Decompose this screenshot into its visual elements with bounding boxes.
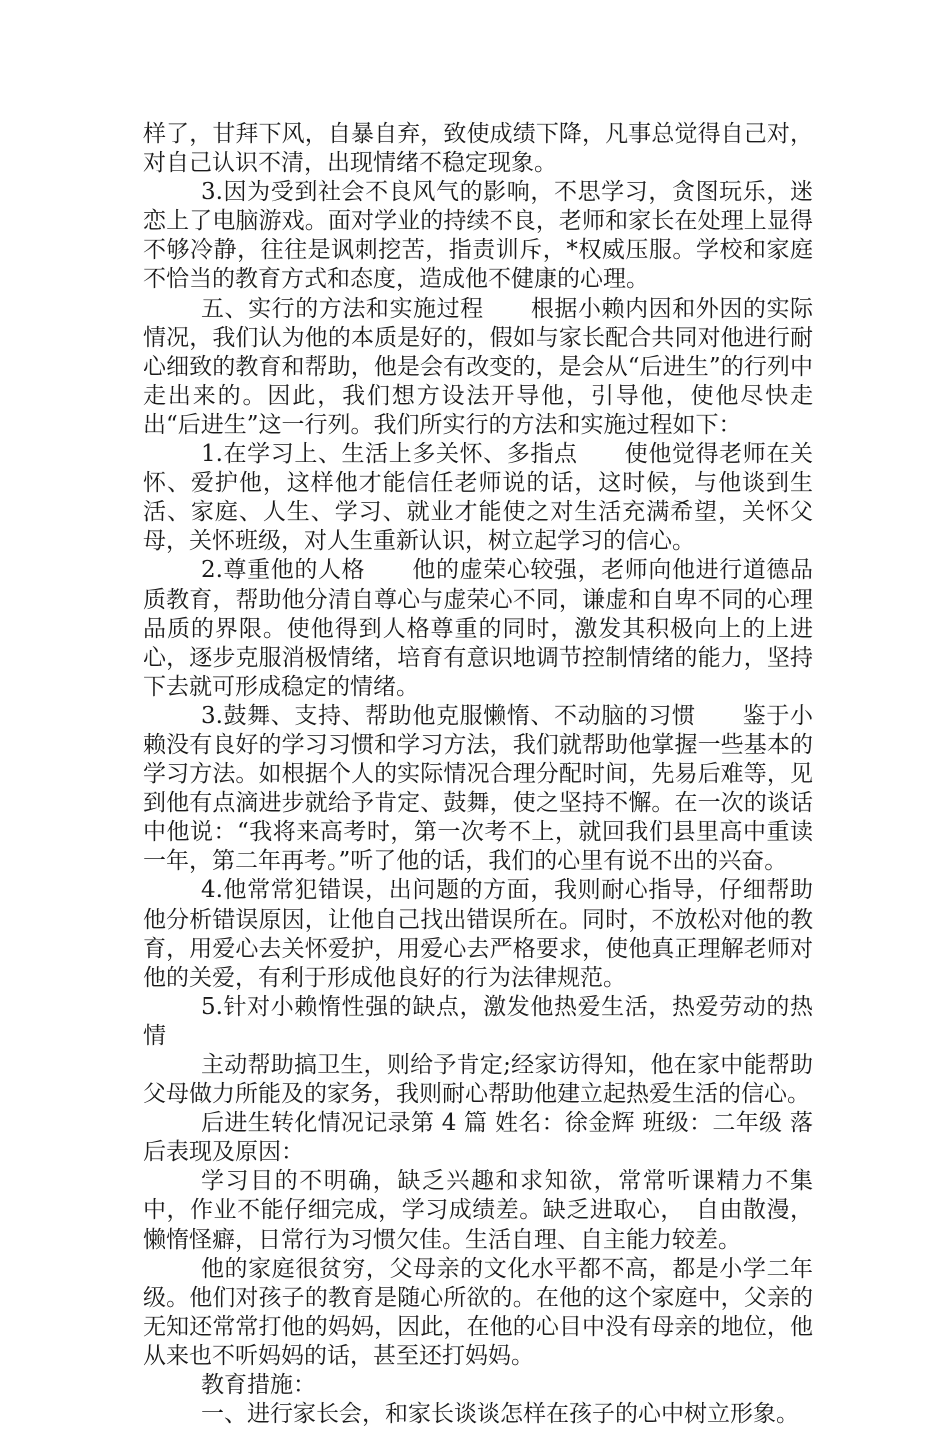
paragraph-method-1: 1.在学习上、生活上多关怀、多指点 使他觉得老师在关怀、爱护他，这样他才能信任老师说的话，这时候，与他谈到生活、家庭、人生、学习、就业才能使之对生活充满希望，关怀父母，关怀班级，对人生重新认识，树立起学习的信心。 — [143, 441, 813, 555]
paragraph-performance: 学习目的不明确，缺乏兴趣和求知欲，常常听课精力不集中，作业不能仔细完成，学习成绩差。缺乏进取心， 自由散漫，懒惰怪癖，日常行为习惯欠佳。生活自理、自主能力较差。 — [143, 1168, 813, 1253]
paragraph-section-5: 五、实行的方法和实施过程 根据小赖内因和外因的实际情况，我们认为他的本质是好的，假如与家长配合共同对他进行耐心细致的教育和帮助，他是会有改变的，是会从“后进生”的行列中走出来的。因此，我们想方设法开导他，引导他，使他尽快走出“后进生”这一行列。我们所实行的方法和实施过程如下： — [143, 295, 813, 438]
paragraph-record-header: 后进生转化情况记录第 4 篇 姓名：徐金辉 班级：二年级 落后表现及原因： — [143, 1110, 813, 1166]
paragraph-method-4: 4.他常常犯错误，出问题的方面，我则耐心指导，仔细帮助他分析错误原因，让他自己找出错误所在。同时，不放松对他的教育，用爱心去关怀爱护，用爱心去严格要求，使他真正理解老师对他的关爱，有利于形成他良好的行为法律规范。 — [143, 877, 813, 991]
paragraph-measure-1: 一、进行家长会，和家长谈谈怎样在孩子的心中树立形象。 — [201, 1401, 799, 1428]
paragraph-measures-heading: 教育措施： — [201, 1372, 316, 1399]
paragraph-method-5-cont: 主动帮助搞卫生，则给予肯定;经家访得知，他在家中能帮助父母做力所能及的家务，我则耐心帮助他建立起热爱生活的信心。 — [143, 1052, 813, 1108]
paragraph-method-3: 3.鼓舞、支持、帮助他克服懒惰、不动脑的习惯 鉴于小赖没有良好的学习习惯和学习方法，我们就帮助他掌握一些基本的学习方法。如根据个人的实际情况合理分配时间，先易后难等，见到他有点滴进步就给予肯定、鼓舞，使之坚持不懈。在一次的谈话中他说：“我将来高考时，第一次考不上，就回我们县里高中重读一年，第二年再考。”听了他的话，我们的心里有说不出的兴奋。 — [143, 702, 813, 875]
paragraph-cause-3: 3.因为受到社会不良风气的影响，不思学习，贪图玩乐，迷恋上了电脑游戏。面对学业的持续不良，老师和家长在处理上显得不够冷静，往往是讽刺挖苦，指责训斥，*权威压服。学校和家庭不恰当的教育方式和态度，造成他不健康的心理。 — [143, 179, 813, 293]
paragraph-family: 他的家庭很贫穷，父母亲的文化水平都不高，都是小学二年级。他们对孩子的教育是随心所欲的。在他的这个家庭中，父亲的无知还常常打他的妈妈，因此，在他的心目中没有母亲的地位，他从来也不听妈妈的话，甚至还打妈妈。 — [143, 1255, 813, 1369]
paragraph-method-5: 5.针对小赖惰性强的缺点，激发他热爱生活，热爱劳动的热情 — [143, 993, 813, 1049]
document-body — [143, 120, 813, 1429]
paragraph-method-2: 2.尊重他的人格 他的虚荣心较强，老师向他进行道德品质教育，帮助他分清自尊心与虚荣心不同，谦虚和自卑不同的心理品质的界限。使他得到人格尊重的同时，激发其积极向上的上进心，逐步克服消极情绪，培育有意识地调节控制情绪的能力，坚持下去就可形成稳定的情绪。 — [143, 557, 813, 700]
paragraph-continuation: 样了，甘拜下风，自暴自弃，致使成绩下降，凡事总觉得自己对，对自己认识不清，出现情绪不稳定现象。 — [143, 121, 813, 177]
